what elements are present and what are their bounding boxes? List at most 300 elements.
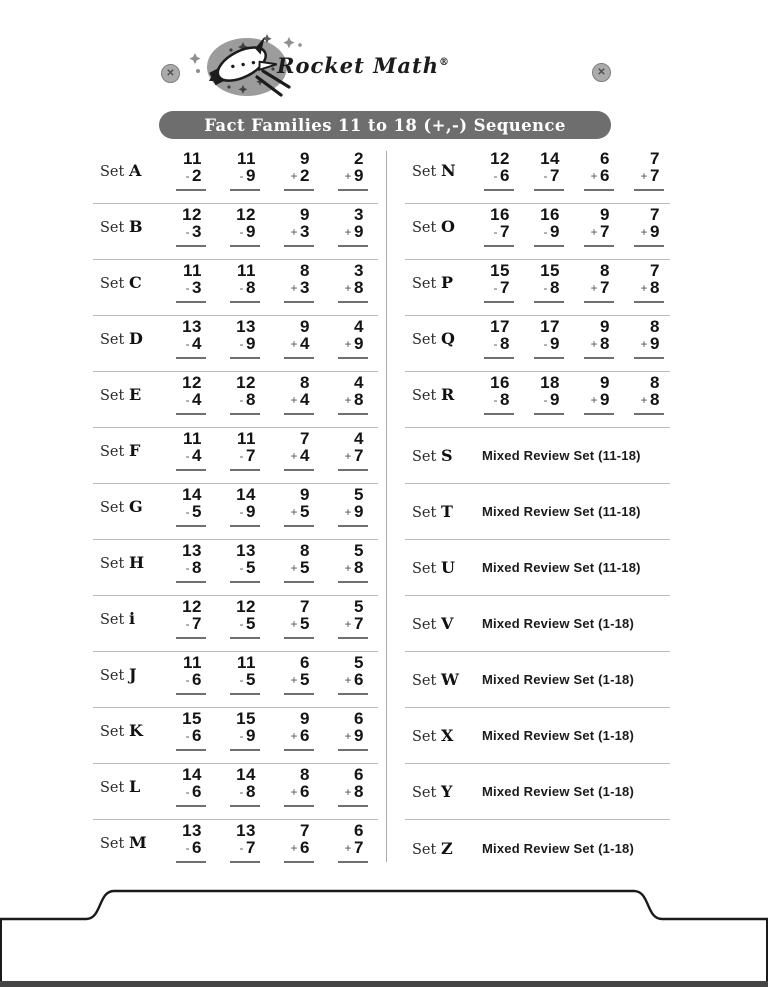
set-row — [405, 596, 670, 652]
math-problem: 8 + 3 — [264, 262, 318, 303]
set-label: Set R — [412, 385, 455, 404]
mixed-review-text: Mixed Review Set (11-18) — [482, 504, 641, 519]
math-problem: 3 + 9 — [318, 206, 372, 247]
plus-sign: + — [344, 673, 353, 687]
answer-line — [534, 301, 564, 303]
math-problem: 11 - 9 — [210, 150, 264, 191]
answer-line — [230, 357, 260, 359]
plus-sign: + — [590, 337, 599, 351]
problem-group — [156, 430, 372, 471]
math-problem: 11 - 5 — [210, 654, 264, 695]
math-problem: 5 + 9 — [318, 486, 372, 527]
set-label: Set X — [412, 726, 454, 745]
minus-sign: - — [185, 841, 191, 855]
math-problem: 9 + 8 — [568, 318, 618, 359]
set-row — [405, 148, 670, 204]
answer-line — [584, 245, 614, 247]
minus-sign: - — [239, 337, 245, 351]
plus-sign: + — [290, 785, 299, 799]
answer-line — [338, 525, 368, 527]
plus-sign: + — [344, 449, 353, 463]
minus-sign: - — [543, 337, 549, 351]
math-problem: 12 - 6 — [468, 150, 518, 191]
set-row — [405, 428, 670, 484]
set-row — [93, 652, 378, 708]
answer-line — [534, 189, 564, 191]
set-label: Set A — [100, 161, 142, 180]
answer-line — [284, 861, 314, 863]
math-problem: 13 - 5 — [210, 542, 264, 583]
screw-icon: ✕ — [592, 63, 611, 82]
set-label: Set D — [100, 329, 143, 348]
plus-sign: + — [344, 169, 353, 183]
mixed-review-text: Mixed Review Set (11-18) — [482, 448, 641, 463]
set-label: Set K — [100, 721, 143, 740]
answer-line — [176, 861, 206, 863]
set-label: Set F — [100, 441, 141, 460]
set-label: Set G — [100, 497, 143, 516]
math-problem: 4 + 8 — [318, 374, 372, 415]
answer-line — [584, 413, 614, 415]
plus-sign: + — [290, 281, 299, 295]
math-problem: 7 + 7 — [618, 150, 668, 191]
minus-sign: - — [239, 169, 245, 183]
math-problem: 16 - 9 — [518, 206, 568, 247]
plus-sign: + — [290, 841, 299, 855]
set-row — [93, 484, 378, 540]
answer-line — [634, 189, 664, 191]
minus-sign: - — [239, 281, 245, 295]
math-problem: 7 + 5 — [264, 598, 318, 639]
answer-line — [634, 245, 664, 247]
math-problem: 16 - 7 — [468, 206, 518, 247]
set-label: Set U — [412, 558, 455, 577]
answer-line — [534, 413, 564, 415]
answer-line — [284, 413, 314, 415]
plus-sign: + — [290, 729, 299, 743]
mixed-review-text: Mixed Review Set (1-18) — [482, 728, 634, 743]
math-problem: 12 - 4 — [156, 374, 210, 415]
answer-line — [284, 245, 314, 247]
set-row — [405, 484, 670, 540]
problem-group — [468, 374, 668, 415]
minus-sign: - — [239, 841, 245, 855]
answer-line — [338, 581, 368, 583]
plus-sign: + — [344, 505, 353, 519]
minus-sign: - — [185, 617, 191, 631]
plus-sign: + — [290, 449, 299, 463]
set-label: Set V — [412, 614, 454, 633]
set-label: Set J — [100, 665, 137, 684]
answer-line — [534, 245, 564, 247]
problem-group — [156, 766, 372, 807]
set-row — [93, 596, 378, 652]
plus-sign: + — [344, 729, 353, 743]
answer-line — [338, 805, 368, 807]
answer-line — [484, 357, 514, 359]
set-row — [93, 708, 378, 764]
math-problem: 11 - 7 — [210, 430, 264, 471]
worksheet-title-bar — [159, 111, 611, 139]
answer-line — [338, 861, 368, 863]
set-label: Set H — [100, 553, 145, 572]
plus-sign: + — [590, 393, 599, 407]
problem-group — [156, 206, 372, 247]
answer-line — [176, 189, 206, 191]
answer-line — [284, 189, 314, 191]
set-row — [93, 372, 378, 428]
set-label: Set L — [100, 777, 141, 796]
plus-sign: + — [344, 225, 353, 239]
plus-sign: + — [590, 225, 599, 239]
plus-sign: + — [590, 281, 599, 295]
answer-line — [230, 245, 260, 247]
set-label: Set i — [100, 609, 136, 628]
math-problem: 4 + 9 — [318, 318, 372, 359]
minus-sign: - — [543, 225, 549, 239]
mixed-review-text: Mixed Review Set (1-18) — [482, 672, 634, 687]
problem-group — [156, 654, 372, 695]
math-problem: 13 - 7 — [210, 822, 264, 863]
set-row — [405, 540, 670, 596]
page-tab-outline — [0, 867, 768, 987]
answer-line — [338, 637, 368, 639]
minus-sign: - — [493, 225, 499, 239]
set-label: Set Q — [412, 329, 455, 348]
math-problem: 9 + 9 — [568, 374, 618, 415]
answer-line — [284, 805, 314, 807]
math-problem: 13 - 9 — [210, 318, 264, 359]
set-label: Set Z — [412, 838, 453, 858]
set-row — [93, 148, 378, 204]
plus-sign: + — [290, 225, 299, 239]
minus-sign: - — [543, 393, 549, 407]
math-problem: 8 + 4 — [264, 374, 318, 415]
math-problem: 13 - 6 — [156, 822, 210, 863]
set-row — [93, 204, 378, 260]
problem-group — [156, 822, 372, 863]
set-row — [405, 316, 670, 372]
answer-line — [338, 413, 368, 415]
problem-group — [156, 598, 372, 639]
minus-sign: - — [543, 281, 549, 295]
minus-sign: - — [543, 169, 549, 183]
math-problem: 11 - 8 — [210, 262, 264, 303]
plus-sign: + — [290, 393, 299, 407]
mixed-review-text: Mixed Review Set (1-18) — [482, 840, 634, 856]
minus-sign: - — [239, 729, 245, 743]
page-title: Fact Families 11 to 18 (+,-) Sequence — [204, 115, 566, 135]
math-problem: 18 - 9 — [518, 374, 568, 415]
answer-line — [634, 357, 664, 359]
minus-sign: - — [185, 281, 191, 295]
answer-line — [176, 637, 206, 639]
plus-sign: + — [344, 281, 353, 295]
math-problem: 9 + 7 — [568, 206, 618, 247]
plus-sign: + — [344, 393, 353, 407]
math-problem: 9 + 3 — [264, 206, 318, 247]
set-label: Set B — [100, 217, 143, 236]
math-problem: 12 - 9 — [210, 206, 264, 247]
math-problem: 8 + 9 — [618, 318, 668, 359]
answer-line — [338, 469, 368, 471]
problem-group — [468, 206, 668, 247]
minus-sign: - — [239, 225, 245, 239]
set-row — [93, 540, 378, 596]
minus-sign: - — [493, 337, 499, 351]
plus-sign: + — [640, 169, 649, 183]
problem-group — [468, 262, 668, 303]
answer-line — [338, 693, 368, 695]
math-problem: 17 - 8 — [468, 318, 518, 359]
answer-line — [176, 805, 206, 807]
math-problem: 15 - 6 — [156, 710, 210, 751]
math-problem: 7 + 9 — [618, 206, 668, 247]
answer-line — [230, 581, 260, 583]
math-problem: 14 - 6 — [156, 766, 210, 807]
math-problem: 13 - 4 — [156, 318, 210, 359]
plus-sign: + — [290, 505, 299, 519]
math-problem: 14 - 5 — [156, 486, 210, 527]
math-problem: 9 + 5 — [264, 486, 318, 527]
sets-column-right — [405, 148, 670, 876]
answer-line — [230, 861, 260, 863]
answer-line — [176, 245, 206, 247]
answer-line — [338, 189, 368, 191]
math-problem: 2 + 9 — [318, 150, 372, 191]
answer-line — [534, 357, 564, 359]
plus-sign: + — [640, 393, 649, 407]
answer-line — [230, 189, 260, 191]
answer-line — [230, 301, 260, 303]
minus-sign: - — [239, 617, 245, 631]
answer-line — [634, 301, 664, 303]
minus-sign: - — [185, 505, 191, 519]
math-problem: 13 - 8 — [156, 542, 210, 583]
answer-line — [176, 581, 206, 583]
problem-group — [156, 542, 372, 583]
math-problem: 6 + 5 — [264, 654, 318, 695]
plus-sign: + — [290, 617, 299, 631]
math-problem: 11 - 2 — [156, 150, 210, 191]
problem-group — [156, 318, 372, 359]
math-problem: 8 + 5 — [264, 542, 318, 583]
set-label: Set N — [412, 161, 456, 180]
set-row — [93, 428, 378, 484]
problem-group — [468, 150, 668, 191]
set-row — [405, 764, 670, 820]
math-problem: 6 + 8 — [318, 766, 372, 807]
math-problem: 14 - 8 — [210, 766, 264, 807]
answer-line — [176, 301, 206, 303]
minus-sign: - — [493, 281, 499, 295]
answer-line — [230, 693, 260, 695]
set-row — [405, 708, 670, 764]
set-label: Set S — [412, 446, 453, 465]
minus-sign: - — [239, 449, 245, 463]
plus-sign: + — [344, 785, 353, 799]
minus-sign: - — [185, 169, 191, 183]
minus-sign: - — [185, 785, 191, 799]
set-label: Set T — [412, 502, 453, 521]
mixed-review-text: Mixed Review Set (1-18) — [482, 784, 634, 799]
plus-sign: + — [590, 169, 599, 183]
answer-line — [230, 469, 260, 471]
math-problem: 15 - 7 — [468, 262, 518, 303]
plus-sign: + — [640, 337, 649, 351]
answer-line — [230, 525, 260, 527]
answer-line — [284, 693, 314, 695]
plus-sign: + — [640, 225, 649, 239]
answer-line — [484, 245, 514, 247]
math-problem: 16 - 8 — [468, 374, 518, 415]
math-problem: 12 - 5 — [210, 598, 264, 639]
sets-column-left — [93, 148, 378, 876]
minus-sign: - — [493, 169, 499, 183]
minus-sign: - — [239, 673, 245, 687]
answer-line — [338, 301, 368, 303]
math-problem: 9 + 2 — [264, 150, 318, 191]
rocket-math-logo — [185, 25, 450, 107]
set-row — [405, 260, 670, 316]
problem-group — [156, 486, 372, 527]
plus-sign: + — [640, 281, 649, 295]
answer-line — [338, 357, 368, 359]
math-problem: 8 + 8 — [618, 374, 668, 415]
answer-line — [284, 525, 314, 527]
answer-line — [284, 301, 314, 303]
set-label: Set W — [412, 670, 459, 689]
plus-sign: + — [290, 673, 299, 687]
answer-line — [484, 189, 514, 191]
set-label: Set E — [100, 385, 142, 404]
math-problem: 15 - 9 — [210, 710, 264, 751]
plus-sign: + — [290, 561, 299, 575]
minus-sign: - — [185, 729, 191, 743]
set-row — [405, 204, 670, 260]
math-problem: 6 + 9 — [318, 710, 372, 751]
answer-line — [584, 301, 614, 303]
math-problem: 8 + 6 — [264, 766, 318, 807]
answer-line — [584, 189, 614, 191]
math-problem: 12 - 8 — [210, 374, 264, 415]
set-label: Set O — [412, 217, 455, 236]
math-problem: 11 - 4 — [156, 430, 210, 471]
minus-sign: - — [239, 505, 245, 519]
plus-sign: + — [290, 337, 299, 351]
math-problem: 12 - 7 — [156, 598, 210, 639]
answer-line — [634, 413, 664, 415]
set-row — [93, 316, 378, 372]
minus-sign: - — [185, 225, 191, 239]
minus-sign: - — [185, 449, 191, 463]
plus-sign: + — [344, 841, 353, 855]
set-row — [405, 652, 670, 708]
answer-line — [230, 637, 260, 639]
answer-line — [284, 469, 314, 471]
mixed-review-text: Mixed Review Set (1-18) — [482, 616, 634, 631]
answer-line — [284, 581, 314, 583]
math-problem: 15 - 8 — [518, 262, 568, 303]
math-problem: 5 + 7 — [318, 598, 372, 639]
answer-line — [176, 693, 206, 695]
plus-sign: + — [344, 561, 353, 575]
minus-sign: - — [239, 561, 245, 575]
math-problem: 4 + 7 — [318, 430, 372, 471]
math-problem: 8 + 7 — [568, 262, 618, 303]
answer-line — [338, 749, 368, 751]
set-label: Set P — [412, 273, 453, 292]
plus-sign: + — [290, 169, 299, 183]
problem-group — [468, 318, 668, 359]
column-divider — [386, 151, 387, 862]
problem-group — [156, 262, 372, 303]
set-label: Set M — [100, 833, 147, 852]
screw-icon: ✕ — [161, 64, 180, 83]
math-problem: 17 - 9 — [518, 318, 568, 359]
math-problem: 9 + 4 — [264, 318, 318, 359]
minus-sign: - — [493, 393, 499, 407]
plus-sign: + — [344, 337, 353, 351]
math-problem: 7 + 4 — [264, 430, 318, 471]
set-row — [93, 260, 378, 316]
answer-line — [484, 413, 514, 415]
answer-line — [176, 469, 206, 471]
set-row — [93, 764, 378, 820]
mixed-review-text: Mixed Review Set (11-18) — [482, 560, 641, 575]
problem-group — [156, 374, 372, 415]
minus-sign: - — [239, 785, 245, 799]
answer-line — [284, 749, 314, 751]
math-problem: 12 - 3 — [156, 206, 210, 247]
problem-group — [156, 150, 372, 191]
answer-line — [176, 525, 206, 527]
set-row — [405, 372, 670, 428]
answer-line — [176, 749, 206, 751]
set-label: Set C — [100, 273, 142, 292]
math-problem: 14 - 7 — [518, 150, 568, 191]
answer-line — [484, 301, 514, 303]
math-problem: 6 + 6 — [568, 150, 618, 191]
math-problem: 11 - 3 — [156, 262, 210, 303]
math-problem: 5 + 6 — [318, 654, 372, 695]
answer-line — [230, 749, 260, 751]
minus-sign: - — [239, 393, 245, 407]
answer-line — [584, 357, 614, 359]
math-problem: 7 + 8 — [618, 262, 668, 303]
answer-line — [230, 805, 260, 807]
math-problem: 11 - 6 — [156, 654, 210, 695]
math-problem: 9 + 6 — [264, 710, 318, 751]
answer-line — [176, 413, 206, 415]
plus-sign: + — [344, 617, 353, 631]
set-label: Set Y — [412, 782, 453, 801]
answer-line — [284, 357, 314, 359]
minus-sign: - — [185, 337, 191, 351]
math-problem: 7 + 6 — [264, 822, 318, 863]
math-problem: 3 + 8 — [318, 262, 372, 303]
problem-group — [156, 710, 372, 751]
math-problem: 14 - 9 — [210, 486, 264, 527]
answer-line — [338, 245, 368, 247]
logo-wordmark: Rocket Math® — [277, 53, 450, 78]
minus-sign: - — [185, 393, 191, 407]
math-problem: 6 + 7 — [318, 822, 372, 863]
answer-line — [230, 413, 260, 415]
minus-sign: - — [185, 673, 191, 687]
math-problem: 5 + 8 — [318, 542, 372, 583]
minus-sign: - — [185, 561, 191, 575]
